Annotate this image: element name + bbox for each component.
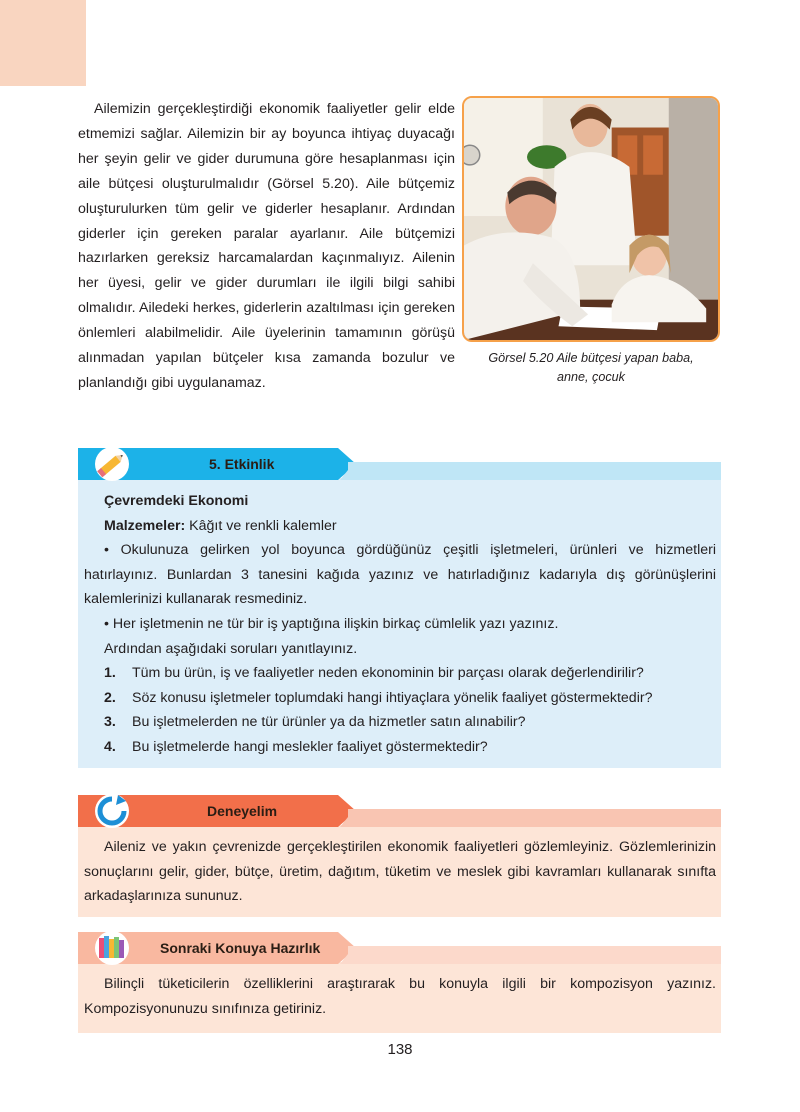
try-it-header-title: Deneyelim xyxy=(207,803,278,819)
page-number: 138 xyxy=(387,1041,413,1058)
question-number: 3. xyxy=(104,714,116,731)
pencil-icon xyxy=(92,446,132,482)
question-number: 4. xyxy=(104,738,116,755)
activity-bullet-2: • Her işletmenin ne tür bir iş yaptığına ilişkin birkaç cümlelik yazı yazınız. xyxy=(104,615,559,632)
activity-header-bar xyxy=(78,448,721,480)
photo-caption xyxy=(462,349,720,387)
corner-decoration xyxy=(0,0,86,86)
materials-label: Malzemeler: xyxy=(104,517,186,534)
question-text: Tüm bu ürün, iş ve faaliyetler neden ekonominin bir parçası olarak değerlendirilir? xyxy=(132,665,644,682)
question-text: Söz konusu işletmeler toplumdaki hangi ihtiyaçlara yönelik faaliyet göstermektedir? xyxy=(132,689,653,706)
materials-value: Kâğıt ve renkli kalemler xyxy=(185,517,337,534)
next-topic-text: Bilinçli tüketicilerin özelliklerini araştırarak bu konuyla ilgili bir kompozisyon yazınız. Kompozisyonunuzu sınıfınıza getiriniz. xyxy=(84,976,716,1017)
try-it-header-bar xyxy=(78,795,721,827)
materials-line xyxy=(84,514,716,539)
refresh-icon xyxy=(92,793,132,829)
question-1 xyxy=(84,661,716,686)
question-2 xyxy=(84,686,716,711)
activity-header-title: 5. Etkinlik xyxy=(209,456,275,472)
question-number: 1. xyxy=(104,665,116,682)
intro-paragraph: Ailemizin gerçekleştirdiği ekonomik faaliyetler gelir elde etmemizi sağlar. Ailemizin bir ay boyunca ihtiyaç duyacağı her şeyin gelir ve gider durumuna göre hesaplanması için aile bütçesi oluşturulmalıdır (Görsel 5.20). Aile bütçemiz oluşturulurken tüm gelir ve giderler hesaplanır. Ardından giderler için gereken paralar ayarlanır. Aile bütçemizi hazırlarken gereksiz harcamalardan kaçınmalıyız. Ailenin her üyesi, gelir ve gider durumları ile ilgili bilgi sahibi olmalıdır. Ailedeki herkes, giderlerin azaltılması için gereken önlemleri alabilmelidir. Aile üyelerinin tamamının görüşü alınmadan yapılan bütçeler kısa zamanda bozulur ve planlandığı gibi uygulanamaz. xyxy=(78,101,455,391)
activity-prompt: Ardından aşağıdaki soruları yanıtlayınız. xyxy=(104,640,358,657)
caption-line-1: Görsel 5.20 Aile bütçesi yapan baba, xyxy=(488,351,694,365)
books-icon xyxy=(92,930,132,966)
question-3 xyxy=(84,710,716,735)
caption-line-2: anne, çocuk xyxy=(557,370,625,384)
activity-bullet-1: • Okulunuza gelirken yol boyunca gördüğünüz çeşitli işletmeleri, ürünleri ve hizmetleri hatırlayınız. Bunlardan 3 tanesini kağıda yazınız ve hatırladığınız kadarıyla dış görünüşlerini kalemlerinizi kullanarak resmediniz. xyxy=(84,542,716,608)
question-number: 2. xyxy=(104,689,116,706)
activity-title: Çevremdeki Ekonomi xyxy=(104,493,249,509)
family-budget-photo xyxy=(462,96,720,342)
question-4 xyxy=(84,735,716,760)
next-topic-body xyxy=(84,972,716,1021)
try-it-body xyxy=(84,835,716,909)
next-topic-header-title: Sonraki Konuya Hazırlık xyxy=(160,940,321,956)
question-text: Bu işletmelerde hangi meslekler faaliyet göstermektedir? xyxy=(132,738,488,755)
activity-body xyxy=(84,489,716,760)
next-topic-header-bar xyxy=(78,932,721,964)
try-it-text: Aileniz ve yakın çevrenizde gerçekleştirilen ekonomik faaliyetleri gözlemleyiniz. Gözlemlerinizin sonuçlarını gelir, gider, bütçe, üretim, dağıtım, tüketim ve meslek gibi kavramları kullanarak sınıfta arkadaşlarınıza sununuz. xyxy=(84,839,716,905)
intro-text xyxy=(78,97,455,396)
question-text: Bu işletmelerden ne tür ürünler ya da hizmetler satın alınabilir? xyxy=(132,714,526,731)
